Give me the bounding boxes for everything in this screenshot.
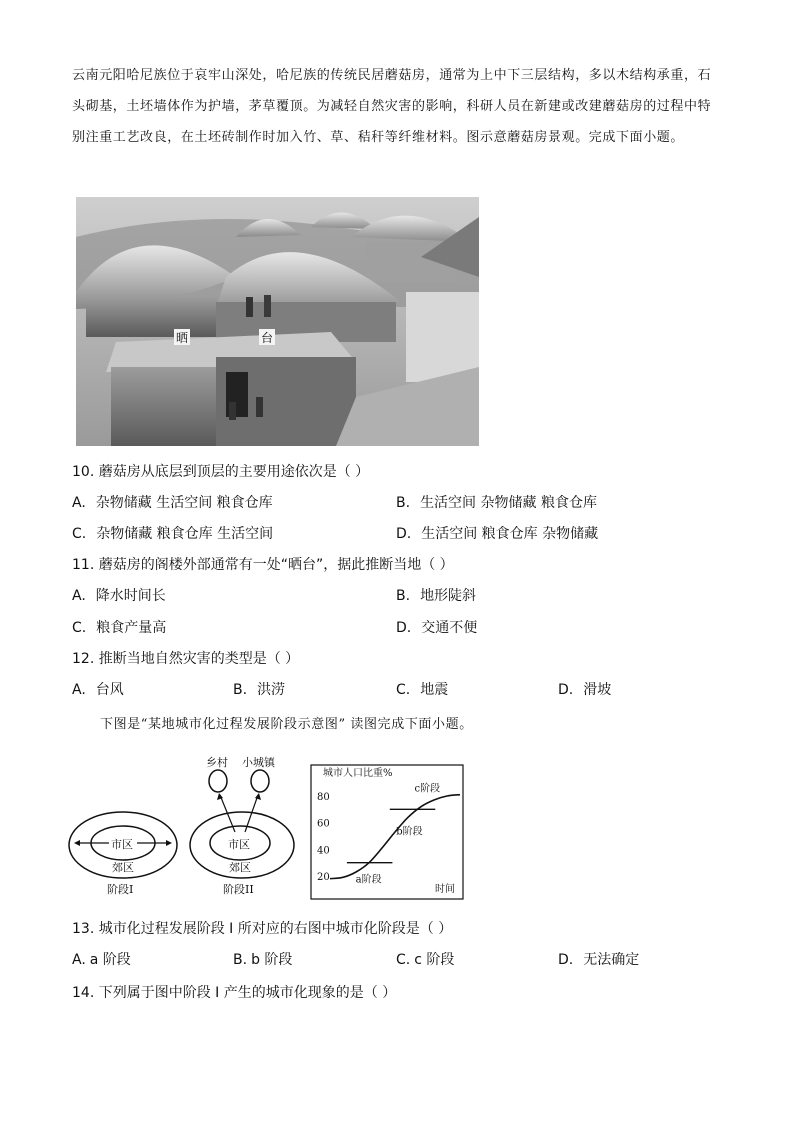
- question-11-option-a[interactable]: A. 降水时间长: [72, 588, 166, 604]
- village-circle: [209, 770, 227, 792]
- question-12-stem: 12. 推断当地自然灾害的类型是（ ）: [72, 651, 300, 667]
- question-12-option-a[interactable]: A. 台风: [72, 682, 124, 698]
- urbanization-diagram: [65, 752, 475, 902]
- y-tick-label: 60: [317, 818, 330, 830]
- stage2-city-label: 市区: [228, 838, 250, 851]
- y-tick-label: 40: [317, 845, 330, 857]
- stage1-suburb-label: 郊区: [112, 861, 134, 874]
- chart-xlabel: 时间: [435, 884, 455, 895]
- question-10-option-c[interactable]: C. 杂物储藏 粮食仓库 生活空间: [72, 526, 274, 542]
- photo-label-1: 晒: [176, 331, 189, 345]
- intro-paragraph: 云南元阳哈尼族位于哀牢山深处，哈尼族的传统民居蘑菇房，通常为上中下三层结构，多以木结构承重，石头砌基，土坯墙体作为护墙，茅草覆顶。为减轻自然灾害的影响，科研人员在新建或改建蘑菇房的过程中特别注重工艺改良，在土坯砖制作时加入竹、草、秸秆等纤维材料。图示意蘑菇房景观。完成下面小题。: [72, 68, 712, 145]
- stage1-caption: 阶段I: [107, 883, 134, 896]
- question-12-option-c[interactable]: C. 地震: [396, 682, 449, 698]
- question-13-stem: 13. 城市化过程发展阶段 I 所对应的右图中城市化阶段是（ ）: [72, 921, 453, 937]
- urbanization-curve: [330, 795, 460, 879]
- stage-label: a阶段: [355, 874, 382, 886]
- village-label: 乡村: [206, 756, 228, 769]
- question-11-stem: 11. 蘑菇房的阁楼外部通常有一处“晒台”，据此推断当地（ ）: [72, 557, 454, 573]
- photo-label-2: 台: [261, 331, 274, 345]
- question-10-option-d[interactable]: D. 生活空间 粮食仓库 杂物储藏: [396, 526, 599, 542]
- stage2-suburb-label: 郊区: [229, 861, 251, 874]
- question-11-option-b[interactable]: B. 地形陡斜: [396, 588, 477, 604]
- chart-title: 城市人口比重%: [323, 768, 393, 779]
- stage1-city-label: 市区: [111, 838, 133, 851]
- question-13-option-d[interactable]: D. 无法确定: [558, 952, 640, 968]
- stage-label: c阶段: [414, 783, 441, 795]
- mushroom-house-photo: [76, 197, 479, 446]
- stage2-caption: 阶段II: [223, 883, 254, 896]
- question-14-stem: 14. 下列属于图中阶段 I 产生的城市化现象的是（ ）: [72, 985, 397, 1001]
- stage-label: b阶段: [396, 826, 423, 838]
- question-11-option-c[interactable]: C. 粮食产量高: [72, 620, 167, 636]
- question-12-option-b[interactable]: B. 洪涝: [233, 682, 286, 698]
- y-tick-label: 20: [317, 872, 330, 883]
- question-11-option-d[interactable]: D. 交通不便: [396, 620, 478, 636]
- y-tick-label: 80: [317, 792, 330, 803]
- question-10-option-a[interactable]: A. 杂物储藏 生活空间 粮食仓库: [72, 495, 273, 511]
- town-label: 小城镇: [242, 756, 275, 769]
- question-10-option-b[interactable]: B. 生活空间 杂物储藏 粮食仓库: [396, 495, 597, 511]
- question-13-option-b[interactable]: B. b 阶段: [233, 952, 293, 968]
- figure-intro: 下图是“某地城市化过程发展阶段示意图” 读图完成下面小题。: [100, 717, 473, 732]
- question-13-option-a[interactable]: A. a 阶段: [72, 952, 131, 968]
- question-10-stem: 10. 蘑菇房从底层到顶层的主要用途依次是（ ）: [72, 464, 370, 480]
- question-12-option-d[interactable]: D. 滑坡: [558, 682, 612, 698]
- question-13-option-c[interactable]: C. c 阶段: [396, 952, 455, 968]
- town-circle: [251, 770, 269, 792]
